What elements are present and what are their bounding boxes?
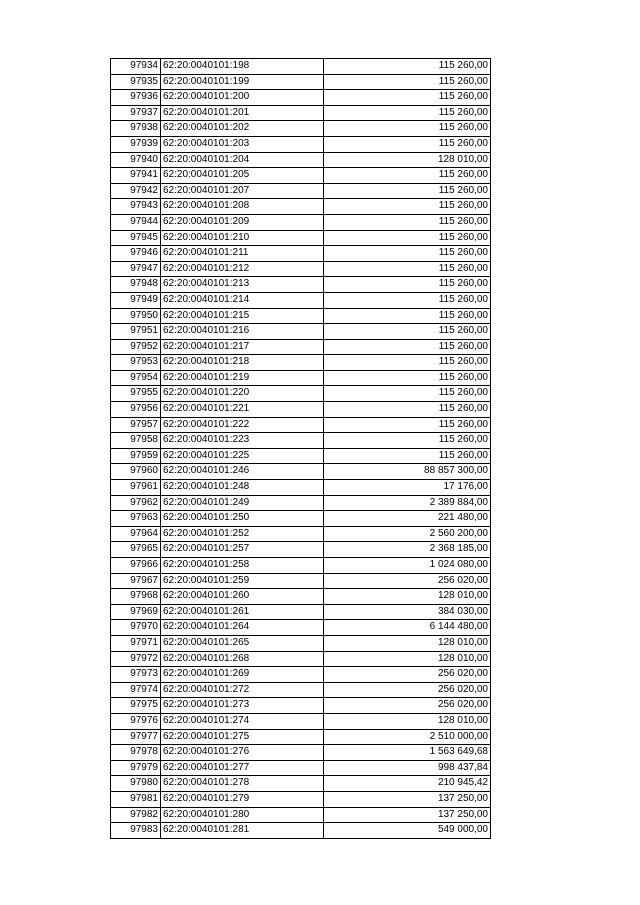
cadastral-value-cell: 115 260,00 <box>324 246 491 262</box>
cadastral-value-cell: 1 563 649,68 <box>324 745 491 761</box>
cadastral-value-cell: 115 260,00 <box>324 324 491 340</box>
table-body <box>111 59 491 839</box>
table-row <box>111 59 491 75</box>
table-row <box>111 589 491 605</box>
row-number-cell: 97966 <box>111 558 161 574</box>
cadastral-value-cell: 115 260,00 <box>324 433 491 449</box>
table-row <box>111 760 491 776</box>
cadastral-value-cell: 128 010,00 <box>324 713 491 729</box>
cadastral-value-cell: 115 260,00 <box>324 230 491 246</box>
cadastral-value-cell: 256 020,00 <box>324 573 491 589</box>
row-number-cell: 97964 <box>111 526 161 542</box>
cadastral-value-cell: 115 260,00 <box>324 308 491 324</box>
cadastral-number-cell: 62:20:0040101:209 <box>161 214 324 230</box>
cadastral-number-cell: 62:20:0040101:261 <box>161 604 324 620</box>
cadastral-number-cell: 62:20:0040101:212 <box>161 261 324 277</box>
cadastral-number-cell: 62:20:0040101:220 <box>161 386 324 402</box>
cadastral-number-cell: 62:20:0040101:275 <box>161 729 324 745</box>
cadastral-value-cell: 221 480,00 <box>324 511 491 527</box>
cadastral-number-cell: 62:20:0040101:265 <box>161 635 324 651</box>
cadastral-value-cell: 115 260,00 <box>324 261 491 277</box>
table-row <box>111 745 491 761</box>
table-row <box>111 121 491 137</box>
cadastral-value-cell: 2 368 185,00 <box>324 542 491 558</box>
cadastral-number-cell: 62:20:0040101:281 <box>161 823 324 839</box>
cadastral-number-cell: 62:20:0040101:250 <box>161 511 324 527</box>
table-row <box>111 168 491 184</box>
cadastral-number-cell: 62:20:0040101:257 <box>161 542 324 558</box>
cadastral-number-cell: 62:20:0040101:213 <box>161 277 324 293</box>
row-number-cell: 97971 <box>111 635 161 651</box>
row-number-cell: 97978 <box>111 745 161 761</box>
cadastral-number-cell: 62:20:0040101:204 <box>161 152 324 168</box>
table-row <box>111 261 491 277</box>
table-row <box>111 526 491 542</box>
table-row <box>111 74 491 90</box>
cadastral-number-cell: 62:20:0040101:218 <box>161 355 324 371</box>
cadastral-number-cell: 62:20:0040101:223 <box>161 433 324 449</box>
row-number-cell: 97970 <box>111 620 161 636</box>
row-number-cell: 97952 <box>111 339 161 355</box>
row-number-cell: 97960 <box>111 464 161 480</box>
cadastral-number-cell: 62:20:0040101:249 <box>161 495 324 511</box>
cadastral-number-cell: 62:20:0040101:278 <box>161 776 324 792</box>
row-number-cell: 97954 <box>111 370 161 386</box>
row-number-cell: 97934 <box>111 59 161 75</box>
cadastral-number-cell: 62:20:0040101:205 <box>161 168 324 184</box>
cadastral-number-cell: 62:20:0040101:214 <box>161 292 324 308</box>
cadastral-value-cell: 88 857 300,00 <box>324 464 491 480</box>
cadastral-value-cell: 115 260,00 <box>324 74 491 90</box>
cadastral-number-cell: 62:20:0040101:201 <box>161 105 324 121</box>
cadastral-value-cell: 6 144 480,00 <box>324 620 491 636</box>
cadastral-value-cell: 115 260,00 <box>324 121 491 137</box>
cadastral-value-cell: 128 010,00 <box>324 651 491 667</box>
table-row <box>111 635 491 651</box>
table-row <box>111 776 491 792</box>
table-row <box>111 90 491 106</box>
cadastral-number-cell: 62:20:0040101:268 <box>161 651 324 667</box>
table-row <box>111 105 491 121</box>
cadastral-number-cell: 62:20:0040101:279 <box>161 791 324 807</box>
cadastral-number-cell: 62:20:0040101:252 <box>161 526 324 542</box>
row-number-cell: 97936 <box>111 90 161 106</box>
table-row <box>111 433 491 449</box>
cadastral-number-cell: 62:20:0040101:207 <box>161 183 324 199</box>
cadastral-number-cell: 62:20:0040101:273 <box>161 698 324 714</box>
cadastral-value-cell: 137 250,00 <box>324 791 491 807</box>
cadastral-value-cell: 115 260,00 <box>324 370 491 386</box>
row-number-cell: 97945 <box>111 230 161 246</box>
cadastral-value-cell: 128 010,00 <box>324 589 491 605</box>
table-row <box>111 152 491 168</box>
cadastral-value-cell: 115 260,00 <box>324 417 491 433</box>
cadastral-value-cell: 115 260,00 <box>324 199 491 215</box>
cadastral-value-cell: 1 024 080,00 <box>324 558 491 574</box>
row-number-cell: 97976 <box>111 713 161 729</box>
table-row <box>111 136 491 152</box>
row-number-cell: 97965 <box>111 542 161 558</box>
cadastral-value-cell: 115 260,00 <box>324 402 491 418</box>
table-row <box>111 246 491 262</box>
row-number-cell: 97941 <box>111 168 161 184</box>
row-number-cell: 97959 <box>111 448 161 464</box>
cadastral-value-cell: 256 020,00 <box>324 682 491 698</box>
row-number-cell: 97947 <box>111 261 161 277</box>
row-number-cell: 97975 <box>111 698 161 714</box>
cadastral-value-cell: 998 437,84 <box>324 760 491 776</box>
table-row <box>111 495 491 511</box>
row-number-cell: 97949 <box>111 292 161 308</box>
cadastral-number-cell: 62:20:0040101:219 <box>161 370 324 386</box>
cadastral-value-cell: 115 260,00 <box>324 59 491 75</box>
row-number-cell: 97968 <box>111 589 161 605</box>
table-row <box>111 823 491 839</box>
table-row <box>111 620 491 636</box>
table-row <box>111 667 491 683</box>
cadastral-value-cell: 384 030,00 <box>324 604 491 620</box>
table-row <box>111 402 491 418</box>
row-number-cell: 97935 <box>111 74 161 90</box>
cadastral-value-table <box>110 58 491 839</box>
table-row <box>111 448 491 464</box>
cadastral-number-cell: 62:20:0040101:203 <box>161 136 324 152</box>
cadastral-number-cell: 62:20:0040101:217 <box>161 339 324 355</box>
cadastral-value-cell: 210 945,42 <box>324 776 491 792</box>
row-number-cell: 97939 <box>111 136 161 152</box>
cadastral-value-cell: 115 260,00 <box>324 448 491 464</box>
cadastral-number-cell: 62:20:0040101:225 <box>161 448 324 464</box>
row-number-cell: 97980 <box>111 776 161 792</box>
cadastral-number-cell: 62:20:0040101:208 <box>161 199 324 215</box>
table-row <box>111 651 491 667</box>
cadastral-number-cell: 62:20:0040101:199 <box>161 74 324 90</box>
row-number-cell: 97957 <box>111 417 161 433</box>
row-number-cell: 97946 <box>111 246 161 262</box>
row-number-cell: 97937 <box>111 105 161 121</box>
table-row <box>111 791 491 807</box>
row-number-cell: 97983 <box>111 823 161 839</box>
table-row <box>111 370 491 386</box>
table-row <box>111 183 491 199</box>
table-row <box>111 511 491 527</box>
cadastral-value-cell: 115 260,00 <box>324 386 491 402</box>
cadastral-number-cell: 62:20:0040101:215 <box>161 308 324 324</box>
cadastral-number-cell: 62:20:0040101:260 <box>161 589 324 605</box>
table-row <box>111 542 491 558</box>
cadastral-value-cell: 2 560 200,00 <box>324 526 491 542</box>
table-row <box>111 324 491 340</box>
table-row <box>111 230 491 246</box>
table-row <box>111 355 491 371</box>
cadastral-value-cell: 115 260,00 <box>324 105 491 121</box>
cadastral-value-cell: 137 250,00 <box>324 807 491 823</box>
table-row <box>111 339 491 355</box>
table-row <box>111 682 491 698</box>
row-number-cell: 97967 <box>111 573 161 589</box>
table-row <box>111 729 491 745</box>
cadastral-number-cell: 62:20:0040101:222 <box>161 417 324 433</box>
row-number-cell: 97940 <box>111 152 161 168</box>
cadastral-number-cell: 62:20:0040101:248 <box>161 480 324 496</box>
row-number-cell: 97961 <box>111 480 161 496</box>
table-row <box>111 308 491 324</box>
row-number-cell: 97955 <box>111 386 161 402</box>
row-number-cell: 97953 <box>111 355 161 371</box>
cadastral-number-cell: 62:20:0040101:272 <box>161 682 324 698</box>
table-row <box>111 277 491 293</box>
cadastral-number-cell: 62:20:0040101:276 <box>161 745 324 761</box>
row-number-cell: 97981 <box>111 791 161 807</box>
cadastral-value-cell: 2 510 000,00 <box>324 729 491 745</box>
row-number-cell: 97969 <box>111 604 161 620</box>
cadastral-number-cell: 62:20:0040101:246 <box>161 464 324 480</box>
table-row <box>111 214 491 230</box>
cadastral-value-cell: 128 010,00 <box>324 635 491 651</box>
cadastral-value-cell: 115 260,00 <box>324 136 491 152</box>
cadastral-number-cell: 62:20:0040101:210 <box>161 230 324 246</box>
row-number-cell: 97963 <box>111 511 161 527</box>
row-number-cell: 97962 <box>111 495 161 511</box>
cadastral-value-cell: 115 260,00 <box>324 214 491 230</box>
table-row <box>111 558 491 574</box>
cadastral-number-cell: 62:20:0040101:258 <box>161 558 324 574</box>
cadastral-number-cell: 62:20:0040101:211 <box>161 246 324 262</box>
table-row <box>111 292 491 308</box>
cadastral-number-cell: 62:20:0040101:274 <box>161 713 324 729</box>
cadastral-value-cell: 115 260,00 <box>324 292 491 308</box>
row-number-cell: 97948 <box>111 277 161 293</box>
cadastral-number-cell: 62:20:0040101:277 <box>161 760 324 776</box>
cadastral-value-cell: 115 260,00 <box>324 168 491 184</box>
row-number-cell: 97972 <box>111 651 161 667</box>
row-number-cell: 97979 <box>111 760 161 776</box>
cadastral-number-cell: 62:20:0040101:259 <box>161 573 324 589</box>
row-number-cell: 97977 <box>111 729 161 745</box>
cadastral-value-cell: 17 176,00 <box>324 480 491 496</box>
cadastral-value-cell: 549 000,00 <box>324 823 491 839</box>
cadastral-number-cell: 62:20:0040101:264 <box>161 620 324 636</box>
row-number-cell: 97956 <box>111 402 161 418</box>
table-row <box>111 713 491 729</box>
row-number-cell: 97942 <box>111 183 161 199</box>
table-row <box>111 698 491 714</box>
cadastral-value-cell: 115 260,00 <box>324 277 491 293</box>
table-row <box>111 199 491 215</box>
cadastral-number-cell: 62:20:0040101:200 <box>161 90 324 106</box>
table-row <box>111 386 491 402</box>
cadastral-value-cell: 115 260,00 <box>324 355 491 371</box>
cadastral-value-cell: 115 260,00 <box>324 183 491 199</box>
row-number-cell: 97943 <box>111 199 161 215</box>
cadastral-value-cell: 115 260,00 <box>324 90 491 106</box>
table-row <box>111 807 491 823</box>
cadastral-number-cell: 62:20:0040101:198 <box>161 59 324 75</box>
cadastral-value-cell: 115 260,00 <box>324 339 491 355</box>
cadastral-number-cell: 62:20:0040101:202 <box>161 121 324 137</box>
cadastral-number-cell: 62:20:0040101:280 <box>161 807 324 823</box>
table-row <box>111 480 491 496</box>
cadastral-value-cell: 128 010,00 <box>324 152 491 168</box>
row-number-cell: 97974 <box>111 682 161 698</box>
row-number-cell: 97958 <box>111 433 161 449</box>
table-row <box>111 604 491 620</box>
cadastral-value-cell: 256 020,00 <box>324 667 491 683</box>
row-number-cell: 97951 <box>111 324 161 340</box>
table-row <box>111 573 491 589</box>
table-row <box>111 417 491 433</box>
cadastral-value-cell: 256 020,00 <box>324 698 491 714</box>
row-number-cell: 97938 <box>111 121 161 137</box>
table-row <box>111 464 491 480</box>
cadastral-number-cell: 62:20:0040101:269 <box>161 667 324 683</box>
cadastral-value-cell: 2 389 884,00 <box>324 495 491 511</box>
row-number-cell: 97973 <box>111 667 161 683</box>
row-number-cell: 97950 <box>111 308 161 324</box>
row-number-cell: 97982 <box>111 807 161 823</box>
cadastral-number-cell: 62:20:0040101:221 <box>161 402 324 418</box>
row-number-cell: 97944 <box>111 214 161 230</box>
cadastral-number-cell: 62:20:0040101:216 <box>161 324 324 340</box>
